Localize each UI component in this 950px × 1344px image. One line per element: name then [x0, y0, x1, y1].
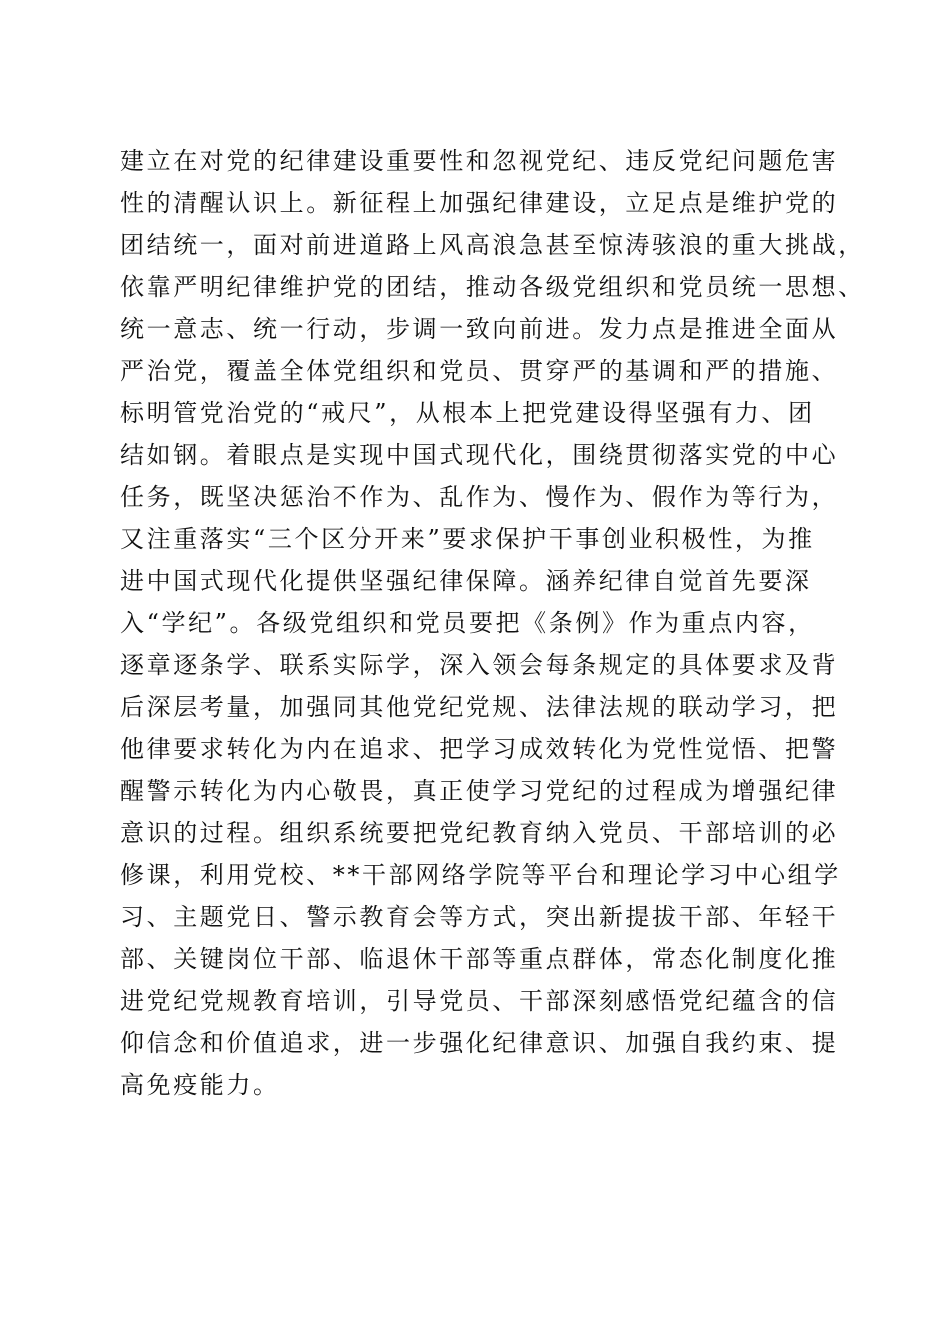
text-line: 醒警示转化为内心敬畏，真正使学习党纪的过程成为增强纪律: [120, 777, 839, 805]
text-line: 进党纪党规教育培训，引导党员、干部深刻感悟党纪蕴含的信: [120, 987, 839, 1015]
text-line: 结如钢。着眼点是实现中国式现代化，围绕贯彻落实党的中心: [120, 441, 839, 469]
text-line: 任务，既坚决惩治不作为、乱作为、慢作为、假作为等行为，: [120, 483, 839, 511]
text-line: 统一意志、统一行动，步调一致向前进。发力点是推进全面从: [120, 315, 839, 343]
text-line: 习、主题党日、警示教育会等方式，突出新提拔干部、年轻干: [120, 903, 839, 931]
text-line: 性的清醒认识上。新征程上加强纪律建设，立足点是维护党的: [120, 189, 839, 217]
text-line: 入“学纪”。各级党组织和党员要把《条例》作为重点内容，: [120, 609, 815, 637]
text-line: 进中国式现代化提供坚强纪律保障。涵养纪律自觉首先要深: [120, 567, 812, 595]
text-line: 高免疫能力。: [120, 1071, 280, 1099]
text-line: 意识的过程。组织系统要把党纪教育纳入党员、干部培训的必: [120, 819, 839, 847]
body-paragraph: [120, 140, 865, 1106]
text-line: 后深层考量，加强同其他党纪党规、法律法规的联动学习，把: [120, 693, 839, 721]
text-line: 团结统一，面对前进道路上风高浪急甚至惊涛骇浪的重大挑战，: [120, 231, 865, 259]
text-line: 他律要求转化为内在追求、把学习成效转化为党性觉悟、把警: [120, 735, 839, 763]
text-line: 修课，利用党校、**干部网络学院等平台和理论学习中心组学: [120, 861, 841, 889]
text-line: 建立在对党的纪律建设重要性和忽视党纪、违反党纪问题危害: [120, 147, 839, 175]
text-line: 严治党，覆盖全体党组织和党员、贯穿严的基调和严的措施、: [120, 357, 839, 385]
text-line: 仰信念和价值追求，进一步强化纪律意识、加强自我约束、提: [120, 1029, 839, 1057]
text-line: 又注重落实“三个区分开来”要求保护干事创业积极性，为推: [120, 525, 815, 553]
text-line: 标明管党治党的“戒尺”，从根本上把党建设得坚强有力、团: [120, 399, 815, 427]
text-line: 依靠严明纪律维护党的团结，推动各级党组织和党员统一思想、: [120, 273, 865, 301]
text-line: 逐章逐条学、联系实际学，深入领会每条规定的具体要求及背: [120, 651, 839, 679]
text-line: 部、关键岗位干部、临退休干部等重点群体，常态化制度化推: [120, 945, 839, 973]
